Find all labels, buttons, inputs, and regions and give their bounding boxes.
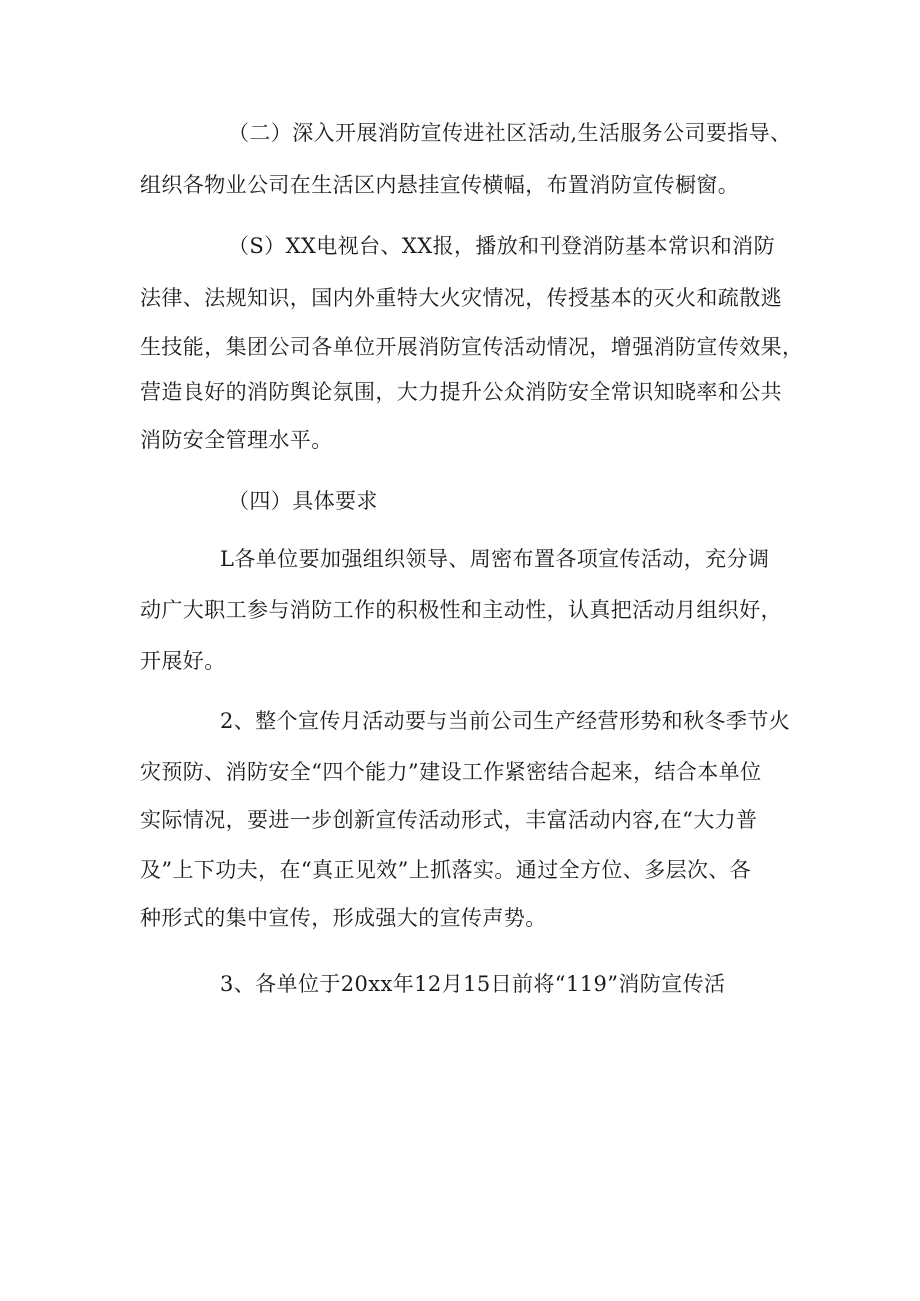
paragraph-media-line-5: 消防安全管理水平。 [140,428,333,452]
paragraph-media-line-3: 生技能，集团公司各单位开展消防宣传活动情况，增强消防宣传效果， [140,335,804,359]
requirement-1-line-2: 动广大职工参与消防工作的积极性和主动性，认真把活动月组织好， [140,598,782,622]
requirement-2-line-2: 灾预防、消防安全“四个能力”建设工作紧密结合起来，结合本单位 [140,760,762,784]
paragraph-media-line-4: 营造良好的消防舆论氛围，大力提升公众消防安全常识知晓率和公共 [140,380,782,404]
requirement-1-line-1: L各单位要加强组织领导、周密布置各项宣传活动，充分调 [220,547,770,571]
requirement-2-line-4: 及”上下功夫，在“真正见效”上抓落实。通过全方位、多层次、各 [140,858,752,882]
requirement-2-line-5: 种形式的集中宣传，形成强大的宣传声势。 [140,906,547,930]
paragraph-community-line-1: （二）深入开展消防宣传进社区活动,生活服务公司要指导、 [228,121,792,145]
paragraph-community-line-2: 组织各物业公司在生活区内悬挂宣传横幅，布置消防宣传橱窗。 [140,173,740,197]
requirement-2-line-3: 实际情况，要进一步创新宣传活动形式，丰富活动内容,在“大力普 [140,808,758,832]
requirement-2-line-1: 2、整个宣传月活动要与当前公司生产经营形势和秋冬季节火 [220,709,791,733]
section-heading: （四）具体要求 [228,489,378,513]
requirement-3-line-1: 3、各单位于20xx年12月15日前将“119”消防宣传活 [220,972,726,996]
paragraph-media-line-1: （S）XX电视台、XX报，播放和刊登消防基本常识和消防 [228,234,775,258]
requirement-1-line-3: 开展好。 [140,649,226,673]
paragraph-media-line-2: 法律、法规知识，国内外重特大火灾情况，传授基本的灭火和疏散逃 [140,286,782,310]
